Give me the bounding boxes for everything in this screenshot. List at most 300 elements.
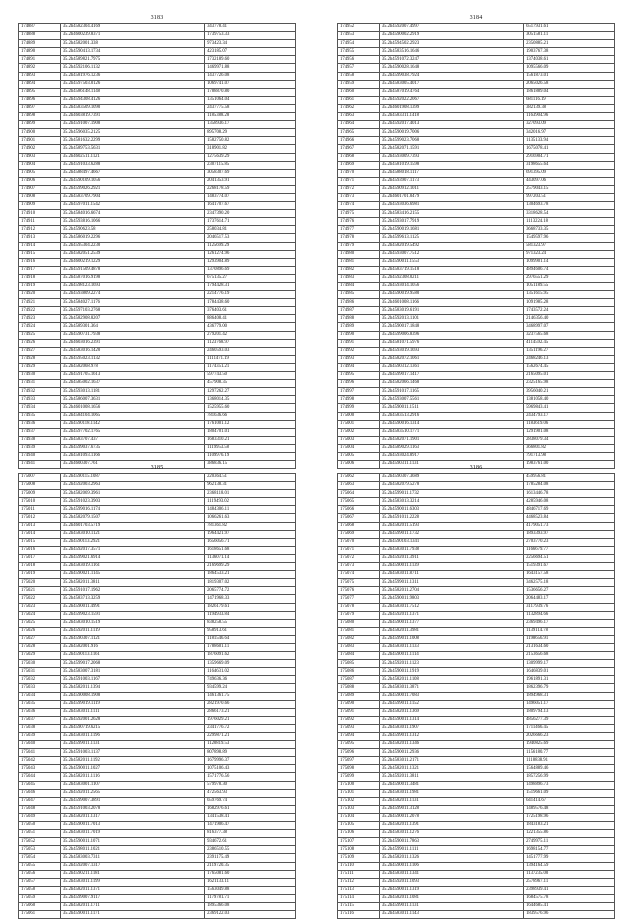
row-code: 35.2h4588018.1117 [379, 169, 523, 177]
row-code: 35.2h4583011.8711 [379, 571, 523, 579]
row-code: 35.2h4591017.1165 [379, 388, 523, 396]
row-code: 35.2h4590011.1139 [379, 563, 523, 571]
row-amount: 3668733.35 [524, 226, 615, 234]
table-row [19, 684, 296, 692]
row-id: 174901 [19, 137, 61, 145]
table-row [338, 404, 615, 412]
row-code: 35.2h4583011.1196 [60, 733, 204, 741]
row-code: 35.2h4582011.2704 [379, 587, 523, 595]
row-id: 174911 [19, 218, 61, 226]
row-amount: 343778.41 [205, 24, 296, 32]
row-code: 35.2h4590307.1121 [60, 635, 204, 643]
table-row [19, 250, 296, 258]
table-row [338, 733, 615, 741]
row-code: 35.2h4590311.1131 [379, 461, 523, 469]
row-code: 35.2h4592001.2628 [60, 716, 204, 724]
table-row [338, 258, 615, 266]
table-row [19, 797, 296, 805]
row-amount: 791713.98 [524, 452, 615, 460]
row-code: 35.2h4593009.7393 [379, 153, 523, 161]
table-row [338, 412, 615, 420]
row-id: 175076 [338, 587, 380, 595]
table-row [338, 242, 615, 250]
table-row [338, 894, 615, 902]
row-amount: 1961891.31 [524, 676, 615, 684]
table-row [338, 193, 615, 201]
row-amount: 2391175.49 [205, 854, 296, 862]
row-code: 35.2h4583509.1090 [60, 104, 204, 112]
table-row [338, 668, 615, 676]
row-code: 35.2h4590109.1056 [60, 177, 204, 185]
row-code: 35.2h4583019.6191 [379, 307, 523, 315]
row-id: 174975 [338, 210, 380, 218]
row-amount: 675135.27 [205, 274, 296, 282]
row-code: 35.2h4590011.2078 [379, 813, 523, 821]
table-row [338, 911, 615, 919]
row-amount: 472563.93 [205, 789, 296, 797]
row-code: 35.2h4587016.9198 [60, 274, 204, 282]
row-code: 35.2h4582071.1901 [379, 436, 523, 444]
row-id: 175057 [19, 878, 61, 886]
row-code: 35.2h4582001.916 [60, 643, 204, 651]
row-amount: 1784438.60 [205, 299, 296, 307]
table-row [19, 218, 296, 226]
row-code: 35.2h4582011.3981 [379, 627, 523, 635]
row-id: 175017 [19, 554, 61, 562]
table-row [338, 153, 615, 161]
row-amount: 1940825.69 [524, 741, 615, 749]
row-amount: 1679996.37 [205, 757, 296, 765]
row-amount: 1471968.33 [205, 595, 296, 603]
row-amount: 443097.06 [524, 177, 615, 185]
row-amount: 1613446.78 [524, 490, 615, 498]
row-amount: 579978.30 [205, 781, 296, 789]
row-code: 35.2h4594502.2923 [379, 40, 523, 48]
row-amount: 1976029.21 [205, 716, 296, 724]
table-row [19, 886, 296, 894]
row-amount: 1461361.75 [205, 692, 296, 700]
row-amount: 279201.42 [205, 331, 296, 339]
row-code: 35.2h4592308.0211 [379, 274, 523, 282]
page-panel-3186 [337, 464, 615, 919]
row-id: 175083 [338, 643, 380, 651]
table-row [19, 506, 296, 514]
row-id: 174891 [19, 56, 61, 64]
row-code: 35.2h4590011.7863 [379, 838, 523, 846]
row-code: 35.2h4599017.2068 [60, 660, 204, 668]
row-code: 35.2h4600307.761 [60, 461, 204, 469]
row-code: 35.2h4581071.5976 [379, 339, 523, 347]
row-code: 35.2h4590115.1087 [60, 474, 204, 482]
table-row [19, 388, 296, 396]
row-id: 175015 [19, 538, 61, 546]
row-code: 35.2h4590011.2936 [379, 749, 523, 757]
table-row [338, 32, 615, 40]
row-id: 174930 [19, 372, 61, 380]
row-id: 174999 [338, 404, 380, 412]
row-id: 174973 [338, 193, 380, 201]
row-code: 35.2h4591705.1613 [60, 372, 204, 380]
row-amount: 1903767.38 [524, 48, 615, 56]
row-amount: 2307115.85 [205, 161, 296, 169]
table-row [338, 611, 615, 619]
row-id: 174964 [338, 121, 380, 129]
table-row [19, 700, 296, 708]
row-code: 35.2h4582304.4169 [60, 24, 204, 32]
table-row [19, 643, 296, 651]
row-id: 175114 [338, 894, 380, 902]
row-amount: 1359669.09 [205, 660, 296, 668]
row-amount: 1120819.53 [205, 741, 296, 749]
table-row [338, 436, 615, 444]
page-panel-3185 [18, 464, 296, 919]
table-row [338, 88, 615, 96]
row-amount: 749636.36 [205, 676, 296, 684]
row-amount: 1132894.66 [524, 611, 615, 619]
table-row [338, 498, 615, 506]
table-row [338, 347, 615, 355]
row-amount: 2268178.59 [205, 185, 296, 193]
row-amount: 1843183.21 [524, 822, 615, 830]
row-amount: 807898.89 [205, 749, 296, 757]
row-id: 174990 [338, 331, 380, 339]
row-code: 35.2h4593809.2274 [60, 291, 204, 299]
row-code: 35.2h4590912.1011 [379, 185, 523, 193]
row-code: 35.2h4589029.1163 [379, 444, 523, 452]
row-id: 174992 [338, 347, 380, 355]
table-row [19, 676, 296, 684]
row-amount: 2341776.72 [205, 724, 296, 732]
row-amount: 1113224.18 [524, 218, 615, 226]
data-table [337, 23, 615, 469]
row-id: 175008 [19, 482, 61, 490]
row-code: 35.2h4592017.3571 [60, 546, 204, 554]
row-amount: 4468523.84 [524, 514, 615, 522]
row-amount: 1351196.27 [524, 347, 615, 355]
row-id: 174976 [338, 218, 380, 226]
row-amount: 1725198.96 [524, 813, 615, 821]
row-amount: 1861889.04 [524, 88, 615, 96]
table-row [338, 854, 615, 862]
table-row [338, 805, 615, 813]
table-row [19, 315, 296, 323]
row-code: 35.2h4599613.1125 [379, 234, 523, 242]
row-code: 35.2h4590016.1314 [379, 420, 523, 428]
table-row [338, 104, 615, 112]
table-row [19, 668, 296, 676]
row-amount: 1166679.77 [524, 546, 615, 554]
table-row [19, 242, 296, 250]
row-amount: 1291901.08 [524, 428, 615, 436]
row-id: 174982 [338, 266, 380, 274]
table-row [338, 161, 615, 169]
table-row [19, 765, 296, 773]
row-code: 35.2h4599011.1312 [379, 733, 523, 741]
row-amount: 1644685.41 [524, 902, 615, 910]
row-amount: 1374038.61 [524, 56, 615, 64]
row-code: 35.2h4590011.7083 [379, 692, 523, 700]
row-amount: 2256694.51 [524, 554, 615, 562]
row-id: 175002 [338, 428, 380, 436]
row-id: 174972 [338, 185, 380, 193]
row-id: 174913 [19, 234, 61, 242]
table-row [19, 396, 296, 404]
data-table [337, 473, 615, 919]
row-amount: 4114592.45 [524, 339, 615, 347]
table-row [19, 24, 296, 32]
row-id: 174887 [19, 24, 61, 32]
row-code: 35.2h4583011.1276 [379, 830, 523, 838]
row-code: 35.2h4592003.2963 [60, 482, 204, 490]
table-row [19, 724, 296, 732]
row-id: 174923 [19, 315, 61, 323]
row-code: 35.2h4591509.4878 [60, 266, 204, 274]
table-row [338, 339, 615, 347]
row-amount: 1857256.99 [524, 773, 615, 781]
row-code: 35.2h4590118.1142 [60, 420, 204, 428]
row-amount: 327093.09 [524, 121, 615, 129]
row-id: 174978 [338, 234, 380, 242]
row-amount: 581323.97 [524, 242, 615, 250]
row-id: 175032 [19, 676, 61, 684]
row-amount: 386836.15 [205, 461, 296, 469]
row-amount: 3117939.76 [524, 603, 615, 611]
row-id: 175089 [338, 692, 380, 700]
row-amount: 1163904.96 [524, 113, 615, 121]
table-row [19, 635, 296, 643]
row-code: 35.2h4582011.1391 [379, 822, 523, 830]
row-amount: 457908.35 [205, 380, 296, 388]
row-code: 35.2h4590028.1648 [379, 64, 523, 72]
table-row [19, 137, 296, 145]
table-row [19, 522, 296, 530]
row-code: 35.2h4583011.7019 [60, 830, 204, 838]
row-amount: 1183619.06 [524, 420, 615, 428]
row-id: 175067 [338, 514, 380, 522]
row-amount: 2041353.91 [205, 177, 296, 185]
row-amount: 973423.34 [205, 40, 296, 48]
page-number: 3185 [150, 465, 164, 471]
table-row [19, 498, 296, 506]
table-row [19, 129, 296, 137]
table-row [19, 104, 296, 112]
row-code: 35.2h4583416.2155 [379, 210, 523, 218]
row-amount: 1496051.17 [524, 700, 615, 708]
row-id: 175025 [19, 619, 61, 627]
row-code: 35.2h4590011.1553 [379, 258, 523, 266]
row-amount: 1358936.17 [205, 121, 296, 129]
row-code: 35.2h4587019.4764 [379, 88, 523, 96]
table-row [338, 587, 615, 595]
row-id: 174940 [19, 452, 61, 460]
table-row [19, 80, 296, 88]
row-code: 35.2h4599016.1174 [60, 506, 204, 514]
row-amount: 971323.24 [524, 250, 615, 258]
row-code: 35.2h4583007.3181 [60, 668, 204, 676]
row-amount: 1563049.88 [205, 886, 296, 894]
row-amount: 2386510.55 [205, 846, 296, 854]
row-amount: 1341538.41 [205, 813, 296, 821]
row-id: 174959 [338, 80, 380, 88]
table-row [19, 32, 296, 40]
row-amount: 2165095.01 [524, 372, 615, 380]
row-code: 35.2h4583311.1418 [379, 113, 523, 121]
row-id: 175033 [19, 684, 61, 692]
table-row [19, 428, 296, 436]
table-row [19, 274, 296, 282]
table-row [338, 355, 615, 363]
row-id: 175113 [338, 886, 380, 894]
row-amount: 1221355.86 [524, 830, 615, 838]
row-code: 35.2h4582068.978 [60, 363, 204, 371]
row-amount: 1737614.71 [205, 218, 296, 226]
row-amount: 1185388.28 [205, 113, 296, 121]
row-code: 35.2h4584104.1065 [60, 412, 204, 420]
row-code: 35.2h4599017.1417 [379, 372, 523, 380]
row-id: 175009 [19, 490, 61, 498]
row-id: 174921 [19, 299, 61, 307]
row-amount: 838258.55 [205, 619, 296, 627]
row-amount: 934672.61 [205, 838, 296, 846]
table-row [19, 412, 296, 420]
row-code: 35.2h4590019.7006 [379, 129, 523, 137]
row-id: 175000 [338, 412, 380, 420]
row-code: 35.2h4590103.1341 [379, 538, 523, 546]
row-code: 35.2h4590113.2921 [60, 538, 204, 546]
table-row [338, 514, 615, 522]
row-code: 35.2h4601701.0479 [379, 193, 523, 201]
table-row [19, 169, 296, 177]
row-amount: 1164631.02 [205, 668, 296, 676]
row-amount: 1351615.95 [524, 291, 615, 299]
table-row [19, 482, 296, 490]
row-amount: 2064483.17 [524, 595, 615, 603]
row-amount: 1794428.31 [205, 283, 296, 291]
row-id: 175080 [338, 619, 380, 627]
row-id: 175023 [19, 603, 61, 611]
table-row [338, 218, 615, 226]
row-id: 175042 [19, 757, 61, 765]
row-code: 35.2h4583001.1107 [60, 781, 204, 789]
row-id: 174981 [338, 258, 380, 266]
row-code: 35.2h4593007.7512 [379, 250, 523, 258]
row-amount: 2347390.20 [205, 210, 296, 218]
row-id: 174997 [338, 388, 380, 396]
table-row [19, 177, 296, 185]
row-amount: 4856277.39 [524, 716, 615, 724]
row-id: 174960 [338, 88, 380, 96]
row-id: 174953 [338, 32, 380, 40]
table-row [19, 854, 296, 862]
row-amount: 816377.38 [205, 830, 296, 838]
table-row [19, 88, 296, 96]
row-id: 174902 [19, 145, 61, 153]
row-code: 35.2h4583011.7512 [379, 603, 523, 611]
row-amount: 1525955.60 [205, 404, 296, 412]
row-id: 175043 [19, 765, 61, 773]
row-amount: 1483774.07 [205, 193, 296, 201]
table-row [338, 24, 615, 32]
table-row [338, 266, 615, 274]
table-row [19, 708, 296, 716]
table-row [338, 506, 615, 514]
row-code: 35.2h4590011.1106 [379, 862, 523, 870]
row-id: 175058 [19, 886, 61, 894]
row-code: 35.2h4588497.4667 [60, 169, 204, 177]
row-code: 35.2h4583011.1341 [379, 870, 523, 878]
row-amount: 1809794.13 [524, 708, 615, 716]
table-row [338, 797, 615, 805]
row-id: 174941 [19, 461, 61, 469]
row-code: 35.2h4593014.1056 [379, 283, 523, 291]
table-row [19, 627, 296, 635]
row-id: 175092 [338, 716, 380, 724]
row-code: 35.2h4592011.1119 [60, 627, 204, 635]
row-code: 35.2h4599023.7068 [379, 137, 523, 145]
row-id: 174932 [19, 388, 61, 396]
table-row [19, 862, 296, 870]
row-amount: 1174351.21 [205, 363, 296, 371]
table-row [19, 283, 296, 291]
table-row [19, 291, 296, 299]
row-id: 174938 [19, 436, 61, 444]
row-id: 175077 [338, 595, 380, 603]
row-code: 35.2h4590017.1848 [379, 323, 523, 331]
row-id: 175112 [338, 878, 380, 886]
row-id: 174967 [338, 145, 380, 153]
row-amount: 659769.74 [205, 797, 296, 805]
row-id: 174935 [19, 412, 61, 420]
table-row [338, 226, 615, 234]
table-row [338, 72, 615, 80]
row-amount: 4285946.08 [524, 498, 615, 506]
row-id: 174979 [338, 242, 380, 250]
row-id: 174929 [19, 363, 61, 371]
table-row [338, 862, 615, 870]
row-amount: 2821970.66 [205, 700, 296, 708]
table-row [338, 660, 615, 668]
row-amount: 1181546.64 [205, 635, 296, 643]
row-code: 35.2h4597103.2768 [60, 307, 204, 315]
row-amount: 3318628.54 [524, 210, 615, 218]
table-row [19, 347, 296, 355]
row-id: 175038 [19, 724, 61, 732]
row-code: 35.2h4582001.338 [60, 40, 204, 48]
row-amount: 376403.61 [205, 307, 296, 315]
table-row [338, 283, 615, 291]
table-row [19, 153, 296, 161]
row-amount: 2916904.71 [524, 153, 615, 161]
row-amount: 1826179.61 [205, 603, 296, 611]
row-id: 175101 [338, 789, 380, 797]
row-id: 175093 [338, 724, 380, 732]
table-row [338, 530, 615, 538]
row-amount: 2703770.23 [524, 538, 615, 546]
table-row [19, 64, 296, 72]
row-code: 35.2h4582011.1371 [60, 886, 204, 894]
row-code: 35.2h4590002.2919 [379, 32, 523, 40]
row-id: 174937 [19, 428, 61, 436]
table-row [19, 546, 296, 554]
table-row [338, 323, 615, 331]
row-code: 35.2h4583516.1646 [379, 48, 523, 56]
row-id: 174984 [338, 283, 380, 291]
row-id: 174894 [19, 80, 61, 88]
row-id: 174957 [338, 64, 380, 72]
table-row [338, 96, 615, 104]
table-row [338, 676, 615, 684]
row-id: 175004 [338, 444, 380, 452]
